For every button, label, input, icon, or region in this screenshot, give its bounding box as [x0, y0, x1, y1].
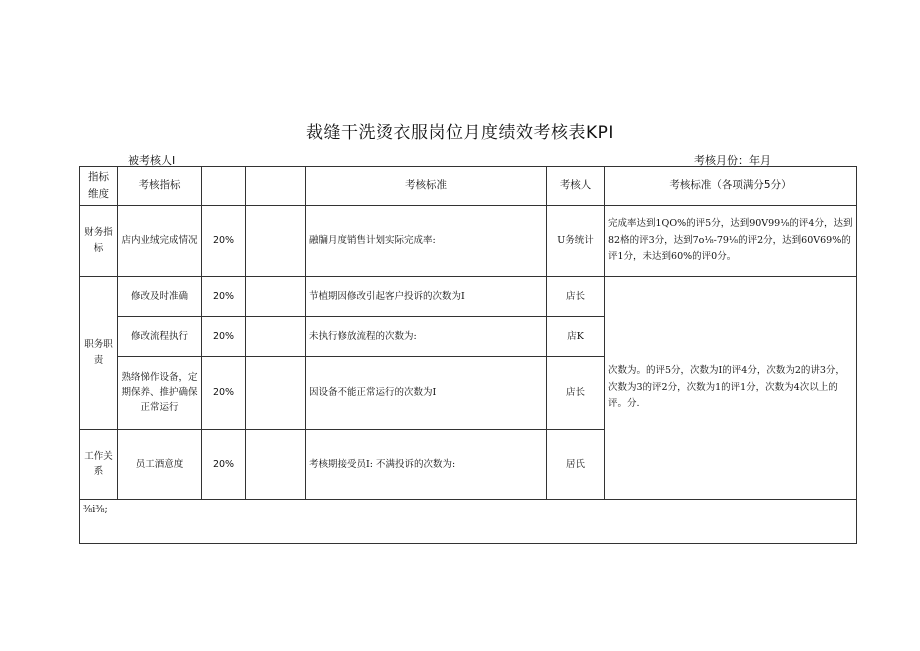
row-score	[246, 429, 306, 499]
header-dimension: 指标维度	[80, 167, 118, 206]
page-title: 裁缝干洗烫衣服岗位月度绩效考核表KPI	[306, 123, 614, 143]
row-indicator: 熟络悌作设备，定期保养、推护确保正常运行	[118, 356, 202, 429]
row-indicator: 修改流程执行	[118, 316, 202, 356]
header-weight	[202, 167, 246, 206]
row-dimension: 工作关系	[80, 429, 118, 499]
row-score	[246, 205, 306, 276]
header-scoring: 考核标准（各项满分5分）	[605, 167, 857, 206]
table-header-row	[80, 167, 857, 206]
header-score	[246, 167, 306, 206]
row-indicator: 店内业绒完成情况	[118, 205, 202, 276]
row-weight: 20%	[202, 356, 246, 429]
row-scoring: 完成率达到1QO%的评5分，达到90V99⅛的评4分，达到82格的评3分，达到7o⅛-79⅛的评2分，达到60V69%的评1分，未达到60%的评0分。	[605, 205, 857, 276]
row-weight: 20%	[202, 429, 246, 499]
row-indicator: 修改及时准确	[118, 276, 202, 316]
row-criteria: 考核期接受员I: 不满投诉的次数为:	[306, 429, 547, 499]
row-dimension: 职务职责	[80, 276, 118, 429]
note-row	[80, 499, 857, 543]
row-criteria: 节植期因修改引起客户投诉的次数为I	[306, 276, 547, 316]
row-score	[246, 316, 306, 356]
row-criteria: 融牖月度销售计划实际完成率:	[306, 205, 547, 276]
table-row	[80, 205, 857, 276]
examinee-label: 被考核人I	[128, 154, 176, 167]
row-criteria: 未执行修放流程的次数为:	[306, 316, 547, 356]
row-weight: 20%	[202, 276, 246, 316]
row-scoring: 次数为。的评5分，次数为I的评4分，次数为2的讲3分，次数为3的评2分，次数为1的评1分，次数为4次以上的评。分.	[605, 276, 857, 499]
row-assessor: U务统计	[547, 205, 605, 276]
header-criteria: 考核标准	[306, 167, 547, 206]
row-weight: 20%	[202, 316, 246, 356]
period-label: 考核月份：年月	[694, 154, 771, 167]
row-assessor: 店长	[547, 276, 605, 316]
header-indicator: 考核指标	[118, 167, 202, 206]
row-assessor: 店长	[547, 356, 605, 429]
kpi-table	[79, 166, 857, 544]
row-score	[246, 276, 306, 316]
row-score	[246, 356, 306, 429]
table-row	[80, 276, 857, 316]
row-assessor: 居氏	[547, 429, 605, 499]
row-weight: 20%	[202, 205, 246, 276]
row-assessor: 店K	[547, 316, 605, 356]
row-dimension: 财务指标	[80, 205, 118, 276]
header-assessor: 考核人	[547, 167, 605, 206]
row-indicator: 员工酒意度	[118, 429, 202, 499]
note-text: ⅜i⅜;	[80, 499, 857, 543]
row-criteria: 因设备不能正常运行的次数为I	[306, 356, 547, 429]
